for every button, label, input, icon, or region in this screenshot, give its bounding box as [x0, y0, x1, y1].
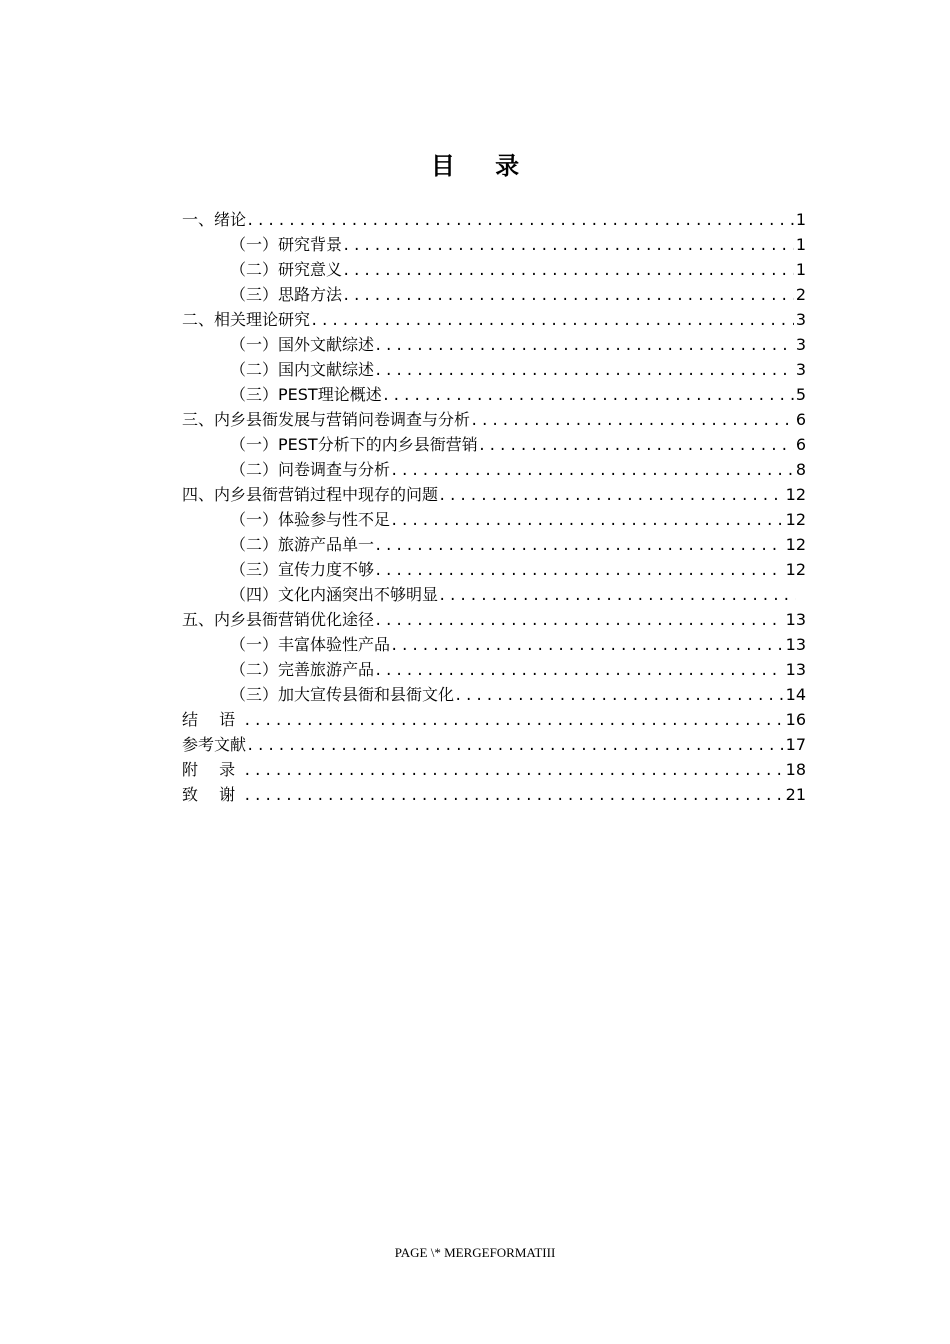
toc-entry[interactable] — [182, 282, 806, 307]
toc-entry[interactable] — [182, 657, 806, 682]
toc-entry-page: 17 — [785, 735, 806, 754]
toc-entry-label: 附 录 — [182, 760, 244, 779]
toc-entry-page: 18 — [785, 760, 806, 779]
toc-entry-label: 一、绪论 — [182, 210, 247, 229]
dot-leader — [454, 684, 784, 709]
toc-entry[interactable] — [182, 557, 806, 582]
toc-entry-label: 结 语 — [182, 710, 244, 729]
toc-title: 目 录 — [430, 152, 536, 180]
dot-leader — [342, 234, 794, 259]
toc-entry-page: 1 — [795, 210, 806, 229]
toc-entry-page: 13 — [785, 635, 806, 654]
dot-leader — [246, 209, 794, 234]
toc-entry[interactable] — [182, 432, 806, 457]
toc-entry[interactable] — [182, 457, 806, 482]
toc-entry[interactable] — [182, 757, 806, 782]
toc-entry-label: （一）研究背景 — [230, 235, 343, 254]
toc-entry-page: 8 — [795, 460, 806, 479]
toc-entry-label: 参考文献 — [182, 735, 247, 754]
toc-entry-page: 12 — [785, 560, 806, 579]
toc-entry-label: 三、内乡县衙发展与营销问卷调查与分析 — [182, 410, 471, 429]
page-footer: PAGE \* MERGEFORMATIII — [394, 1245, 556, 1260]
toc-entry[interactable] — [182, 232, 806, 257]
dot-leader — [246, 734, 784, 759]
toc-entry-label: 五、内乡县衙营销优化途径 — [182, 610, 375, 629]
toc-entry-label: （一）PEST分析下的内乡县衙营销 — [230, 435, 478, 454]
toc-entry-page: 3 — [795, 335, 806, 354]
toc-entry-page: 12 — [785, 535, 806, 554]
toc-entry-label: （三）宣传力度不够 — [230, 560, 375, 579]
toc-entry-page: 13 — [785, 660, 806, 679]
toc-entry-label: 致 谢 — [182, 785, 244, 804]
toc-entry-label: （二）问卷调查与分析 — [230, 460, 391, 479]
toc-entry[interactable] — [182, 682, 806, 707]
toc-entry[interactable] — [182, 732, 806, 757]
dot-leader — [342, 284, 794, 309]
dot-leader — [438, 584, 796, 609]
toc-entry-label: （三）加大宣传县衙和县衙文化 — [230, 685, 455, 704]
toc-entry-label: 二、相关理论研究 — [182, 310, 311, 329]
toc-entry-page: 13 — [785, 610, 806, 629]
toc-entry[interactable] — [182, 632, 806, 657]
dot-leader — [438, 484, 784, 509]
toc-entry-page: 21 — [785, 785, 806, 804]
dot-leader — [478, 434, 794, 459]
toc-entry-label: （三）思路方法 — [230, 285, 343, 304]
toc-entry[interactable] — [182, 607, 806, 632]
toc-entry[interactable] — [182, 207, 806, 232]
toc-entry-page: 16 — [785, 710, 806, 729]
dot-leader — [374, 534, 784, 559]
toc-entry-label: （二）旅游产品单一 — [230, 535, 375, 554]
toc-entry-page: 2 — [795, 285, 806, 304]
toc-entry[interactable] — [182, 382, 806, 407]
toc-entry[interactable] — [182, 307, 806, 332]
dot-leader — [243, 784, 784, 809]
toc-entry-page: 1 — [795, 235, 806, 254]
dot-leader — [243, 709, 784, 734]
dot-leader — [374, 659, 784, 684]
dot-leader — [310, 309, 794, 334]
dot-leader — [390, 634, 784, 659]
toc-entry-page: 3 — [795, 310, 806, 329]
toc-entry-page: 12 — [785, 485, 806, 504]
dot-leader — [374, 609, 784, 634]
toc-entry-page: 6 — [795, 410, 806, 429]
toc-entry-page: 12 — [785, 510, 806, 529]
toc-entry-label: （一）丰富体验性产品 — [230, 635, 391, 654]
dot-leader — [243, 759, 784, 784]
dot-leader — [342, 259, 794, 284]
toc-entry-label: （二）国内文献综述 — [230, 360, 375, 379]
dot-leader — [374, 334, 794, 359]
dot-leader — [390, 459, 794, 484]
dot-leader — [470, 409, 794, 434]
toc-entry[interactable] — [182, 357, 806, 382]
toc-entry[interactable] — [182, 407, 806, 432]
table-of-contents — [182, 207, 806, 807]
toc-entry[interactable] — [182, 532, 806, 557]
toc-entry-page: 3 — [795, 360, 806, 379]
toc-entry-label: （二）研究意义 — [230, 260, 343, 279]
toc-entry-label: （三）PEST理论概述 — [230, 385, 382, 404]
toc-entry[interactable] — [182, 482, 806, 507]
dot-leader — [390, 509, 784, 534]
dot-leader — [374, 559, 784, 584]
toc-entry[interactable] — [182, 332, 806, 357]
toc-entry[interactable] — [182, 257, 806, 282]
toc-entry-label: （一）体验参与性不足 — [230, 510, 391, 529]
toc-entry-page: 5 — [795, 385, 806, 404]
toc-entry[interactable] — [182, 707, 806, 732]
toc-entry-page: 1 — [795, 260, 806, 279]
toc-entry-label: 四、内乡县衙营销过程中现存的问题 — [182, 485, 439, 504]
dot-leader — [374, 359, 794, 384]
toc-entry[interactable] — [182, 507, 806, 532]
toc-entry-page: 14 — [785, 685, 806, 704]
dot-leader — [382, 384, 794, 409]
toc-entry-label: （四）文化内涵突出不够明显 — [230, 585, 439, 604]
toc-entry-label: （一）国外文献综述 — [230, 335, 375, 354]
toc-entry[interactable] — [182, 782, 806, 807]
toc-entry-page: 6 — [795, 435, 806, 454]
toc-entry-label: （二）完善旅游产品 — [230, 660, 375, 679]
toc-entry[interactable] — [182, 582, 806, 607]
